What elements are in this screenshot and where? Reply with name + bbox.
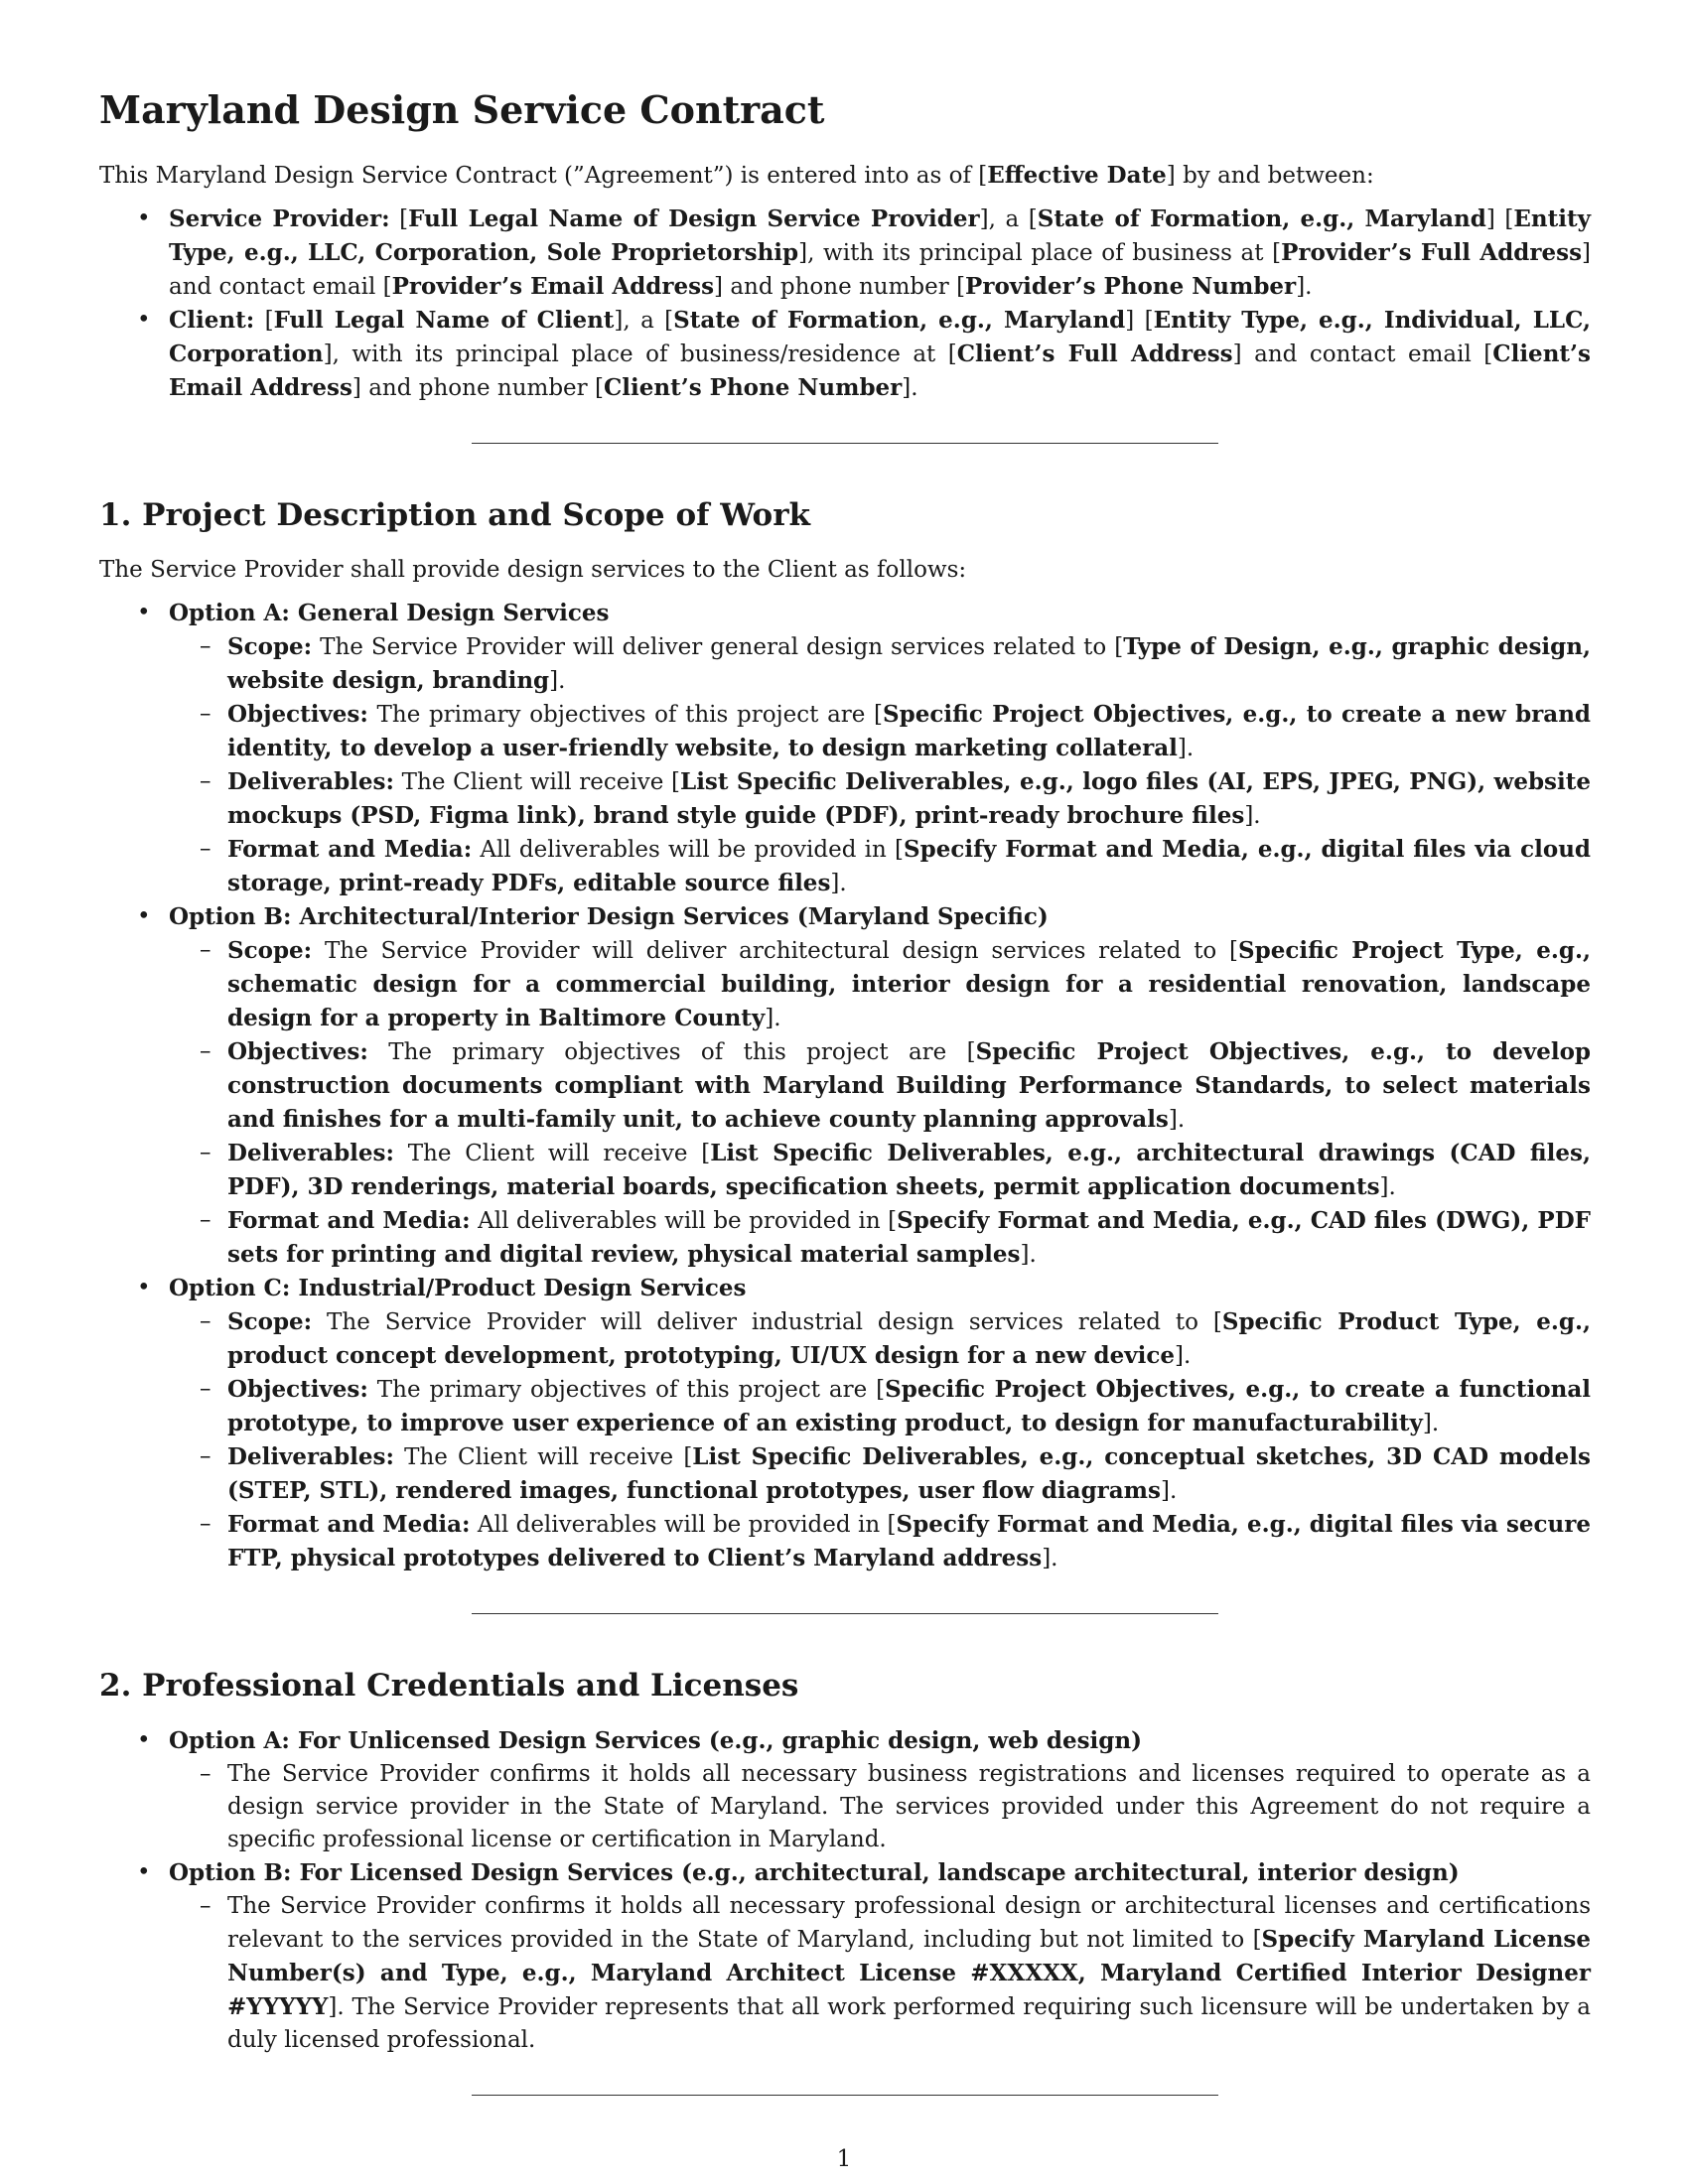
party-service-provider: • Service Provider: [Full Legal Name of Design Service Provider], a [State of Formation, e.g., Maryland] [Entity Type, e.g., LLC, Corporation, Sole Proprietorship], with its principal place of business at [Provider’s Full Address] and contact email [Provider’s Email Address] and phone number [Provider’s Phone Number]. [99, 203, 1591, 304]
subitem-text: The primary objectives of this project are [ [367, 701, 884, 728]
party-entity-placeholder: Entity Type, e.g., LLC, Corporation, Sole Proprietorship [169, 205, 1592, 266]
subitem-text: ]. The Service Provider represents that all work performed requiring such licensure will be undertaken by a duly licensed professional. [227, 1993, 1591, 2053]
subitem-label: Format and Media: [227, 835, 473, 863]
option-subitem [169, 1373, 1591, 1440]
option-title: Option A: General Design Services [169, 599, 610, 626]
section-heading: 1. Project Description and Scope of Work [99, 496, 811, 533]
option-item [99, 900, 1591, 1272]
subitem-placeholder: Specify Format and Media, e.g., digital files via secure FTP, physical prototypes delivered to Client’s Maryland address [227, 1510, 1592, 1571]
subitem-placeholder: Specify Format and Media, e.g., digital files via cloud storage, print-ready PDFs, editable source files [227, 835, 1591, 896]
section-divider [472, 443, 1218, 444]
subitem-close: ]. [1422, 1410, 1440, 1436]
section-divider [472, 1613, 1218, 1614]
subitem-text: All deliverables will be provided in [ [470, 1207, 898, 1234]
subitem-label: Scope: [227, 1307, 313, 1335]
party-address-placeholder: Client’s Full Address [956, 340, 1233, 367]
subitem-close: ]. [1020, 1241, 1037, 1268]
option-subitem [169, 1204, 1591, 1272]
option-subitem [169, 630, 1591, 698]
option-subitem [169, 1890, 1591, 2057]
party-label: Service Provider: [169, 205, 390, 232]
subitem-text: The primary objectives of this project are [ [367, 1038, 976, 1065]
party-state-placeholder: State of Formation, e.g., Maryland [1037, 205, 1486, 232]
option-item [99, 597, 1591, 900]
party-text: ], with its principal place of business at [ [798, 239, 1282, 266]
option-subitem [169, 1137, 1591, 1204]
page-number: 1 [836, 2146, 852, 2172]
option-title: Option B: Architectural/Interior Design Services (Maryland Specific) [169, 902, 1049, 930]
subitem-close: ]. [1168, 1106, 1186, 1133]
subitem-close: ]. [1042, 1545, 1058, 1571]
option-item [99, 1272, 1591, 1575]
subitem-label: Deliverables: [227, 1139, 394, 1166]
subitem-text: All deliverables will be provided in [ [472, 836, 904, 863]
option-sublist [169, 630, 1591, 900]
party-label: Client: [169, 306, 255, 334]
subitem-placeholder: Specific Project Objectives, e.g., to develop construction documents compliant with Maryland Building Performance Standards, to select materials and finishes for a multi-family unit, to achieve county planning approvals [227, 1037, 1591, 1133]
document-title: Maryland Design Service Contract [99, 87, 825, 132]
option-subitem [169, 1305, 1591, 1373]
option-subitem [169, 934, 1591, 1035]
subitem-placeholder: Type of Design, e.g., graphic design, website design, branding [227, 632, 1591, 694]
intro-text-a: This Maryland Design Service Contract (”Agreement”) is entered into as of [ [99, 162, 988, 189]
subitem-close: ]. [1177, 735, 1195, 761]
option-subitem: – The Service Provider confirms it holds all necessary business registrations and licenses required to operate as a design service provider in the State of Maryland. The services provided under this Agreement do not require a specific professional license or certification in Maryland. [169, 1758, 1591, 1856]
subitem-close: ]. [1174, 1342, 1192, 1369]
license-placeholder: Specify Maryland License Number(s) and Type, e.g., Maryland Architect License #XXXXX, Maryland Certified Interior Designer #YYYYY [227, 1925, 1591, 2020]
subitem-close: ]. [830, 870, 847, 896]
subitem-text: The Service Provider will deliver industrial design services related to [ [312, 1308, 1222, 1335]
party-text: ] and contact email [ [169, 239, 1591, 300]
intro-text-c: ] by and between: [1166, 162, 1374, 189]
subitem-text: The Service Provider will deliver architectural design services related to [ [312, 937, 1239, 964]
subitem-text: The Client will receive [ [393, 1443, 693, 1470]
party-phone-placeholder: Client’s Phone Number [603, 373, 903, 401]
subitem-placeholder: Specific Project Objectives, e.g., to create a new brand identity, to develop a user-friendly website, to design marketing collateral [227, 700, 1591, 761]
subitem-label: Scope: [227, 632, 313, 660]
option-sublist [169, 1758, 1591, 1856]
subitem-label: Objectives: [227, 700, 368, 728]
party-email-placeholder: Client’s Email Address [169, 340, 1591, 401]
subitem-label: Deliverables: [227, 767, 394, 795]
subitem-text: The primary objectives of this project are [ [367, 1376, 886, 1403]
party-text: ] and phone number [ [714, 273, 966, 300]
subitem-label: Objectives: [227, 1375, 368, 1403]
document-page [99, 87, 1591, 2096]
subitem-label: Scope: [227, 936, 313, 964]
subitem-text: All deliverables will be provided in [ [470, 1511, 897, 1538]
subitem-placeholder: Specify Format and Media, e.g., CAD files (DWG), PDF sets for printing and digital review, physical material samples [227, 1206, 1591, 1268]
subitem-close: ]. [1379, 1173, 1396, 1200]
subitem-close: ]. [549, 667, 566, 694]
subitem-text: The Service Provider will deliver general design services related to [ [312, 633, 1124, 660]
option-item [99, 1856, 1591, 2057]
subitem-close: ]. [765, 1005, 781, 1031]
subitem-placeholder: Specific Product Type, e.g., product concept development, prototyping, UI/UX design for a new device [227, 1307, 1591, 1369]
subitem-label: Format and Media: [227, 1206, 471, 1234]
section-divider [472, 2095, 1218, 2096]
party-client: • Client: [Full Legal Name of Client], a [State of Formation, e.g., Maryland] [Entity Type, e.g., Individual, LLC, Corporation], with its principal place of business/residence at [Client’s Full Address] and contact email [Client’s Email Address] and phone number [Client’s Phone Number]. [99, 304, 1591, 405]
effective-date-placeholder: Effective Date [987, 161, 1167, 189]
credentials-options-list [99, 1724, 1591, 2057]
party-phone-placeholder: Provider’s Phone Number [965, 272, 1297, 300]
option-title: Option C: Industrial/Product Design Services [169, 1274, 747, 1301]
subitem-label: Deliverables: [227, 1442, 394, 1470]
option-title: Option B: For Licensed Design Services (e.g., architectural, landscape architectural, interior design) [169, 1858, 1460, 1886]
subitem-placeholder: List Specific Deliverables, e.g., conceptual sketches, 3D CAD models (STEP, STL), rendered images, functional prototypes, user flow diagrams [227, 1442, 1591, 1504]
party-name-placeholder: Full Legal Name of Design Service Provider [408, 205, 980, 232]
party-text: ] and contact email [ [1232, 341, 1493, 367]
option-sublist [169, 1890, 1591, 2057]
subitem-label: Format and Media: [227, 1510, 471, 1538]
option-subitem [169, 1440, 1591, 1508]
option-subitem [169, 1035, 1591, 1137]
party-state-placeholder: State of Formation, e.g., Maryland [673, 306, 1126, 334]
party-address-placeholder: Provider’s Full Address [1281, 238, 1583, 266]
design-options-list [99, 597, 1591, 1575]
subitem-placeholder: List Specific Deliverables, e.g., architectural drawings (CAD files, PDF), 3D renderings, material boards, specification sheets, permit application documents [227, 1139, 1591, 1200]
option-sublist [169, 934, 1591, 1272]
subitem-close: ]. [1244, 802, 1261, 829]
parties-list [99, 203, 1591, 405]
subitem-placeholder: Specific Project Type, e.g., schematic design for a commercial building, interior design for a residential renovation, landscape design for a property in Baltimore County [227, 936, 1591, 1031]
section-intro: The Service Provider shall provide design services to the Client as follows: [99, 556, 967, 583]
subitem-placeholder: List Specific Deliverables, e.g., logo files (AI, EPS, JPEG, PNG), website mockups (PSD, Figma link), brand style guide (PDF), print-ready brochure files [227, 767, 1591, 829]
subitem-label: Objectives: [227, 1037, 368, 1065]
subitem-text: The Service Provider confirms it holds all necessary professional design or architectural licenses and certifications relevant to the services provided in the State of Maryland, including but not limited to [ [227, 1892, 1591, 1953]
option-sublist [169, 1305, 1591, 1575]
option-title: Option A: For Unlicensed Design Services (e.g., graphic design, web design) [169, 1726, 1142, 1754]
subitem-text: The Client will receive [ [393, 1140, 711, 1166]
option-subitem [169, 1508, 1591, 1575]
option-subitem [169, 765, 1591, 833]
option-subitem [169, 698, 1591, 765]
subitem-text: The Client will receive [ [393, 768, 681, 795]
option-subitem [169, 833, 1591, 900]
party-text: ] and phone number [ [352, 374, 604, 401]
subitem-close: ]. [1160, 1477, 1178, 1504]
option-item [99, 1724, 1591, 1856]
intro-paragraph [99, 159, 1591, 193]
party-name-placeholder: Full Legal Name of Client [273, 306, 615, 334]
party-text: ], with its principal place of business/residence at [ [323, 341, 957, 367]
party-entity-placeholder: Entity Type, e.g., Individual, LLC, Corporation [169, 306, 1592, 367]
section-heading: 2. Professional Credentials and Licenses [99, 1667, 799, 1704]
party-email-placeholder: Provider’s Email Address [391, 272, 715, 300]
subitem-placeholder: Specific Project Objectives, e.g., to create a functional prototype, to improve user experience of an existing product, to design for manufacturability [227, 1375, 1591, 1436]
